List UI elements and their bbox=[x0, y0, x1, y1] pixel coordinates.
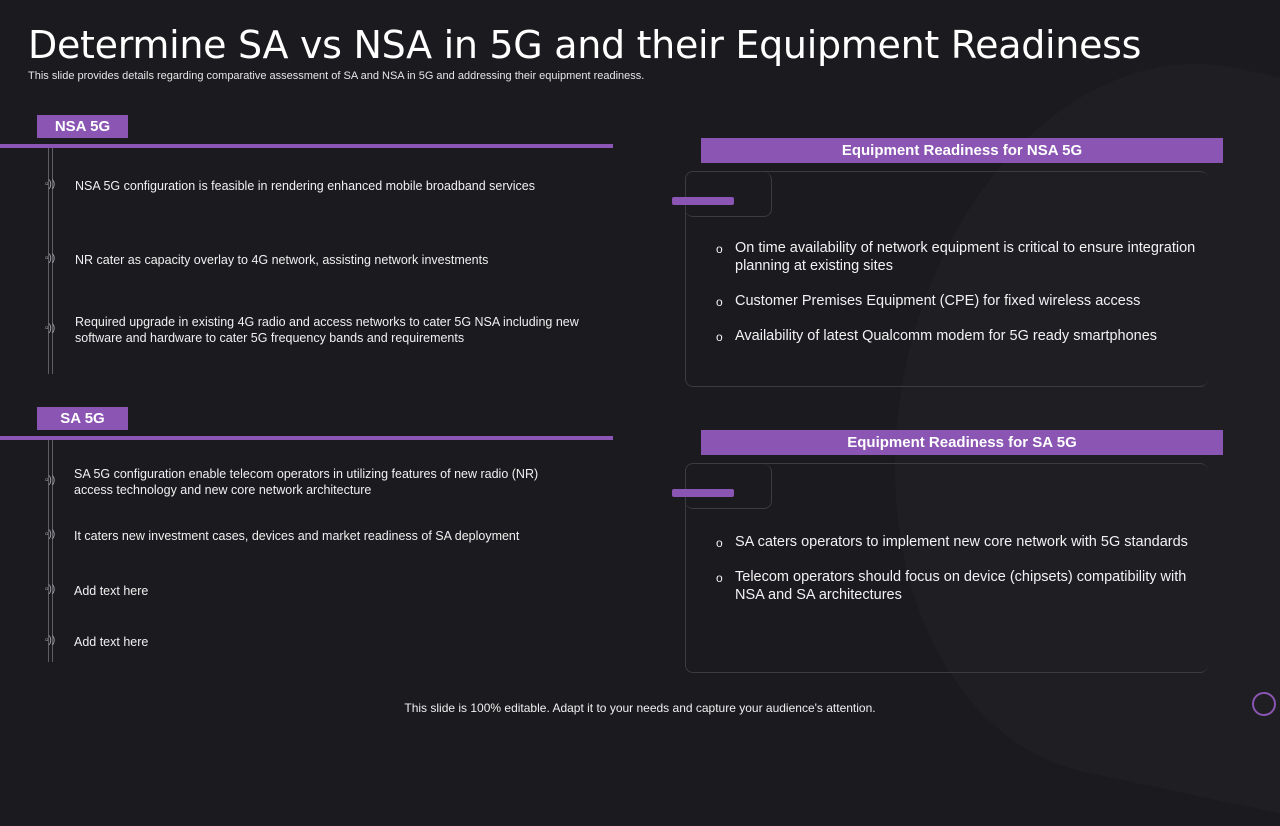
nsa-item-text: NSA 5G configuration is feasible in rendering enhanced mobile broadband services bbox=[75, 179, 536, 193]
bullet-marker: o bbox=[716, 536, 723, 550]
nsa-item-text: NR cater as capacity overlay to 4G network, assisting network investments bbox=[75, 253, 489, 267]
equipment-nsa-header: Equipment Readiness for NSA 5G bbox=[701, 138, 1223, 163]
speaker-icon: ▫)) bbox=[45, 179, 56, 190]
nsa-section-divider bbox=[0, 144, 613, 148]
equipment-sa-notch bbox=[685, 464, 772, 509]
speaker-icon: ▫)) bbox=[45, 529, 56, 540]
speaker-icon: ▫)) bbox=[45, 253, 56, 264]
slide-title: Determine SA vs NSA in 5G and their Equipment Readiness bbox=[28, 23, 1142, 67]
bullet-marker: o bbox=[716, 295, 723, 309]
bullet-marker: o bbox=[716, 330, 723, 344]
bullet-marker: o bbox=[716, 242, 723, 256]
equipment-sa-header: Equipment Readiness for SA 5G bbox=[701, 430, 1223, 455]
speaker-icon: ▫)) bbox=[45, 635, 56, 646]
sa-section-divider bbox=[0, 436, 613, 440]
slide-subtitle: This slide provides details regarding comparative assessment of SA and NSA in 5G and addressing their equipment readiness. bbox=[28, 70, 645, 82]
sa-item-text: Add text here bbox=[74, 635, 149, 649]
sa-section-label: SA 5G bbox=[37, 407, 128, 430]
slide-footer: This slide is 100% editable. Adapt it to your needs and capture your audience's attention. bbox=[404, 701, 876, 715]
sa-item-text: SA 5G configuration enable telecom operators in utilizing features of new radio (NR) access technology and new core network architecture bbox=[74, 467, 539, 497]
speaker-icon: ▫)) bbox=[45, 323, 56, 334]
speaker-icon: ▫)) bbox=[45, 475, 56, 486]
equipment-nsa-notch bbox=[685, 172, 772, 217]
bullet-text: Availability of latest Qualcomm modem for 5G ready smartphones bbox=[735, 328, 1158, 344]
settings-ring-icon bbox=[1252, 692, 1276, 716]
sa-item-text: Add text here bbox=[74, 584, 149, 598]
equipment-sa-accent bbox=[672, 489, 734, 497]
speaker-icon: ▫)) bbox=[45, 584, 56, 595]
nsa-item-text: Required upgrade in existing 4G radio and access networks to cater 5G NSA including new software and hardware to cater 5G frequency bands and requirements bbox=[75, 315, 579, 345]
sa-item-text: It caters new investment cases, devices and market readiness of SA deployment bbox=[74, 529, 520, 543]
bullet-text: Customer Premises Equipment (CPE) for fixed wireless access bbox=[735, 293, 1141, 309]
nsa-section-label: NSA 5G bbox=[37, 115, 128, 138]
bullet-text: On time availability of network equipment is critical to ensure integration planning at existing sites bbox=[735, 240, 1196, 274]
bullet-text: SA caters operators to implement new core network with 5G standards bbox=[735, 534, 1188, 550]
equipment-nsa-accent bbox=[672, 197, 734, 205]
bullet-text: Telecom operators should focus on device (chipsets) compatibility with NSA and SA architectures bbox=[735, 569, 1187, 603]
bullet-marker: o bbox=[716, 571, 723, 585]
